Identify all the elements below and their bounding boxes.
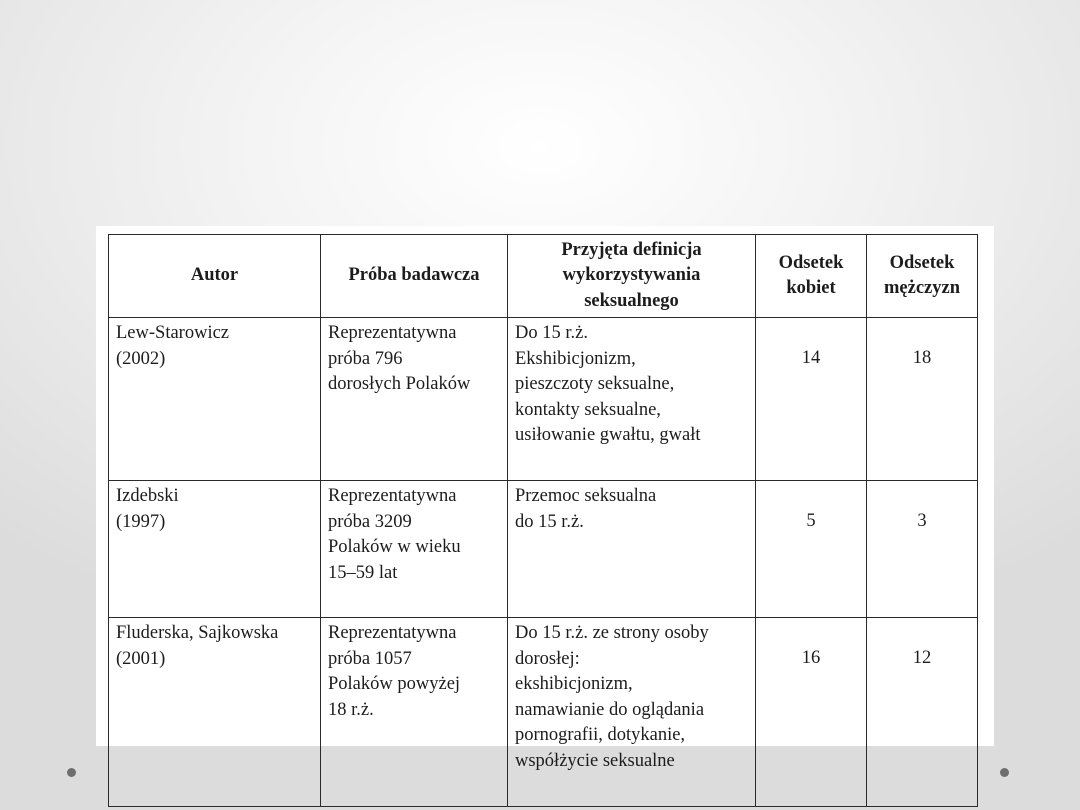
cell-men-percent: 18 (867, 318, 978, 481)
cell-author: Lew-Starowicz (2002) (109, 318, 321, 481)
header-sample: Próba badawcza (321, 235, 508, 318)
table-row (109, 318, 978, 481)
cell-men-percent: 12 (867, 618, 978, 807)
cell-author: Fluderska, Sajkowska (2001) (109, 618, 321, 807)
cell-definition: Do 15 r.ż. ze strony osoby dorosłej: ekshibicjonizm, namawianie do oglądania pornografii, dotykanie, współżycie seksualne (508, 618, 756, 807)
cell-sample: Reprezentatywna próba 796 dorosłych Polaków (321, 318, 508, 481)
cell-sample: Reprezentatywna próba 1057 Polaków powyżej 18 r.ż. (321, 618, 508, 807)
table-image (96, 226, 994, 771)
table-row (109, 618, 978, 807)
header-men-percent: Odsetek mężczyzn (867, 235, 978, 318)
cell-sample: Reprezentatywna próba 3209 Polaków w wieku 15–59 lat (321, 481, 508, 618)
header-definition: Przyjęta definicja wykorzystywania seksualnego (508, 235, 756, 318)
cell-author: Izdebski (1997) (109, 481, 321, 618)
cell-women-percent: 5 (756, 481, 867, 618)
table-row (109, 481, 978, 618)
decorative-dot-left (67, 768, 76, 777)
data-table (108, 234, 978, 807)
header-women-percent: Odsetek kobiet (756, 235, 867, 318)
cell-definition: Przemoc seksualna do 15 r.ż. (508, 481, 756, 618)
header-author: Autor (109, 235, 321, 318)
header-row (109, 235, 978, 318)
decorative-dot-right (1000, 768, 1009, 777)
cell-women-percent: 14 (756, 318, 867, 481)
cell-definition: Do 15 r.ż. Ekshibicjonizm, pieszczoty seksualne, kontakty seksualne, usiłowanie gwałtu, gwałt (508, 318, 756, 481)
cell-women-percent: 16 (756, 618, 867, 807)
cell-men-percent: 3 (867, 481, 978, 618)
